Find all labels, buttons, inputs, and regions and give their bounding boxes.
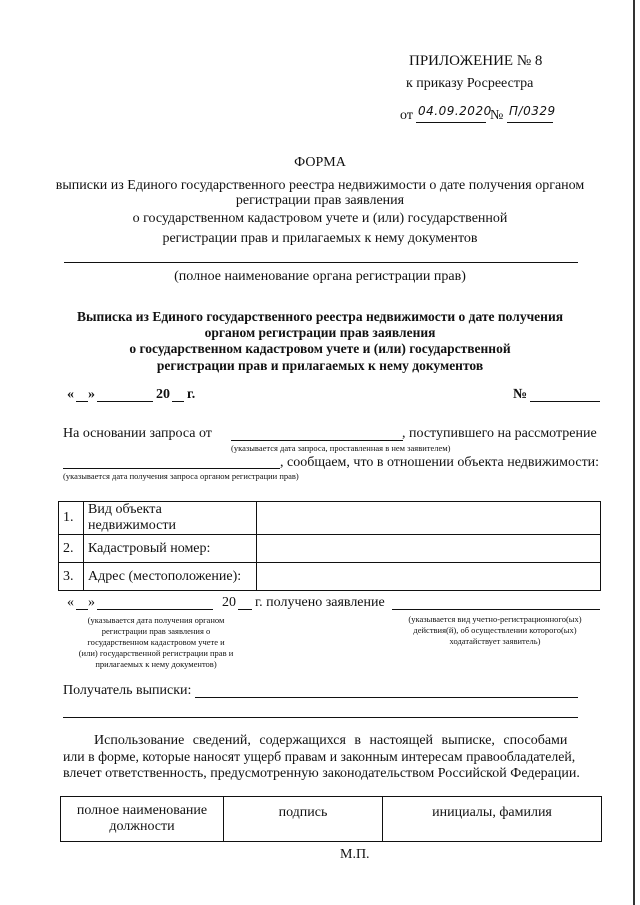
application-received-text: г. получено заявление <box>255 595 385 610</box>
request-basis-hint: (указывается дата запроса, проставленная в нем заявителем) <box>231 443 451 453</box>
application-year-prefix: 20 <box>222 595 236 610</box>
application-date-open-quote: « <box>67 595 74 610</box>
form-title: ФОРМА <box>294 155 346 170</box>
table-row <box>59 563 601 591</box>
application-right-hint-2: действия(й), об осуществлении которого(ых) <box>413 625 577 635</box>
warning-line-3: влечет ответственность, предусмотренную законодательством Российской Федерации. <box>63 766 580 781</box>
application-left-hint-4: (или) государственной регистрации прав и <box>78 648 234 658</box>
row-number: 3. <box>59 563 84 591</box>
extract-number-line <box>530 401 600 402</box>
authority-caption: (полное наименование органа регистрации прав) <box>174 269 466 284</box>
form-subtitle-line-4: регистрации прав и прилагаемых к нему документов <box>162 231 478 246</box>
request-basis-prefix: На основании запроса от <box>63 426 212 441</box>
recipient-label: Получатель выписки: <box>63 683 192 698</box>
extract-month-line <box>97 401 153 402</box>
annex-number-line <box>507 122 553 123</box>
signature-table <box>60 796 602 842</box>
table-row <box>59 502 601 535</box>
row-value <box>257 502 601 535</box>
table-row <box>61 797 602 842</box>
annex-title: ПРИЛОЖЕНИЕ № 8 <box>409 53 543 69</box>
name-cell: инициалы, фамилия <box>383 797 602 842</box>
extract-title-line-3: о государственном кадастровом учете и (или) государственной <box>129 341 511 356</box>
extract-year-prefix: 20 <box>156 387 170 402</box>
recipient-line-1 <box>195 697 578 698</box>
application-left-hint-3: государственном кадастровом учете и <box>87 637 225 647</box>
annex-number-handwritten: П/0329 <box>509 104 556 118</box>
annex-date-prefix: от <box>400 108 413 123</box>
form-subtitle-line-1: выписки из Единого государственного реестра недвижимости о дате получения органом <box>55 178 585 193</box>
form-subtitle-line-2: регистрации прав заявления <box>235 193 405 208</box>
extract-year-suffix: г. <box>187 387 196 402</box>
warning-line-2: или в форме, которые наносят ущерб правам и законным интересам правообладателей, <box>63 749 576 764</box>
position-label-line-1: полное наименование <box>76 803 208 818</box>
application-action-line <box>392 609 600 610</box>
application-month-line <box>97 609 213 610</box>
receipt-date-line <box>63 468 280 469</box>
form-subtitle-line-3: о государственном кадастровом учете и (или) государственной <box>132 211 508 226</box>
annex-date-line <box>416 122 486 123</box>
annex-order-ref: к приказу Росреестра <box>406 76 534 91</box>
annex-number-prefix: № <box>490 108 504 123</box>
annex-date-handwritten: 04.09.2020 <box>418 104 492 118</box>
authority-name-line <box>64 262 578 263</box>
application-date-close-quote: » <box>88 595 95 610</box>
recipient-line-2 <box>63 717 578 718</box>
extract-title-line-4: регистрации прав и прилагаемых к нему документов <box>156 358 484 373</box>
application-day-line <box>76 609 88 610</box>
row-number: 1. <box>59 502 84 535</box>
extract-date-open-quote: « <box>67 387 74 402</box>
row-value <box>257 535 601 563</box>
position-label-line-2: должности <box>109 819 175 834</box>
row-label: Адрес (местоположение): <box>84 563 257 591</box>
row-value <box>257 563 601 591</box>
extract-title-line-1: Выписка из Единого государственного реестра недвижимости о дате получения <box>76 309 564 324</box>
request-report-hint: (указывается дата получения запроса органом регистрации прав) <box>63 471 299 481</box>
application-left-hint-2: регистрации прав заявления о <box>101 626 211 636</box>
row-label: Кадастровый номер: <box>84 535 257 563</box>
application-right-hint-3: ходатайствует заявитель) <box>449 636 541 646</box>
application-right-hint-1: (указывается вид учетно-регистрационного(ых) <box>408 614 582 624</box>
stamp-label: М.П. <box>340 847 370 862</box>
table-row <box>59 535 601 563</box>
extract-number-label: № <box>513 387 528 402</box>
signature-cell: подпись <box>224 797 383 842</box>
position-cell <box>61 797 224 842</box>
warning-line-1: Использование сведений, содержащихся в настоящей выписке, способами <box>94 733 568 748</box>
extract-date-close-quote: » <box>88 387 95 402</box>
extract-year-line <box>172 401 184 402</box>
row-number: 2. <box>59 535 84 563</box>
request-basis-suffix: , поступившего на рассмотрение <box>402 426 597 441</box>
extract-title-line-2: органом регистрации прав заявления <box>204 325 436 340</box>
application-year-line <box>238 609 252 610</box>
extract-day-line <box>76 401 88 402</box>
object-table <box>58 501 601 591</box>
request-date-line <box>231 440 403 441</box>
application-left-hint-5: прилагаемых к нему документов) <box>95 659 217 669</box>
application-left-hint-1: (указывается дата получения органом <box>87 615 225 625</box>
row-label: Вид объекта недвижимости <box>84 502 257 535</box>
scan-edge <box>633 0 635 905</box>
request-report-suffix: , сообщаем, что в отношении объекта недвижимости: <box>280 455 600 470</box>
